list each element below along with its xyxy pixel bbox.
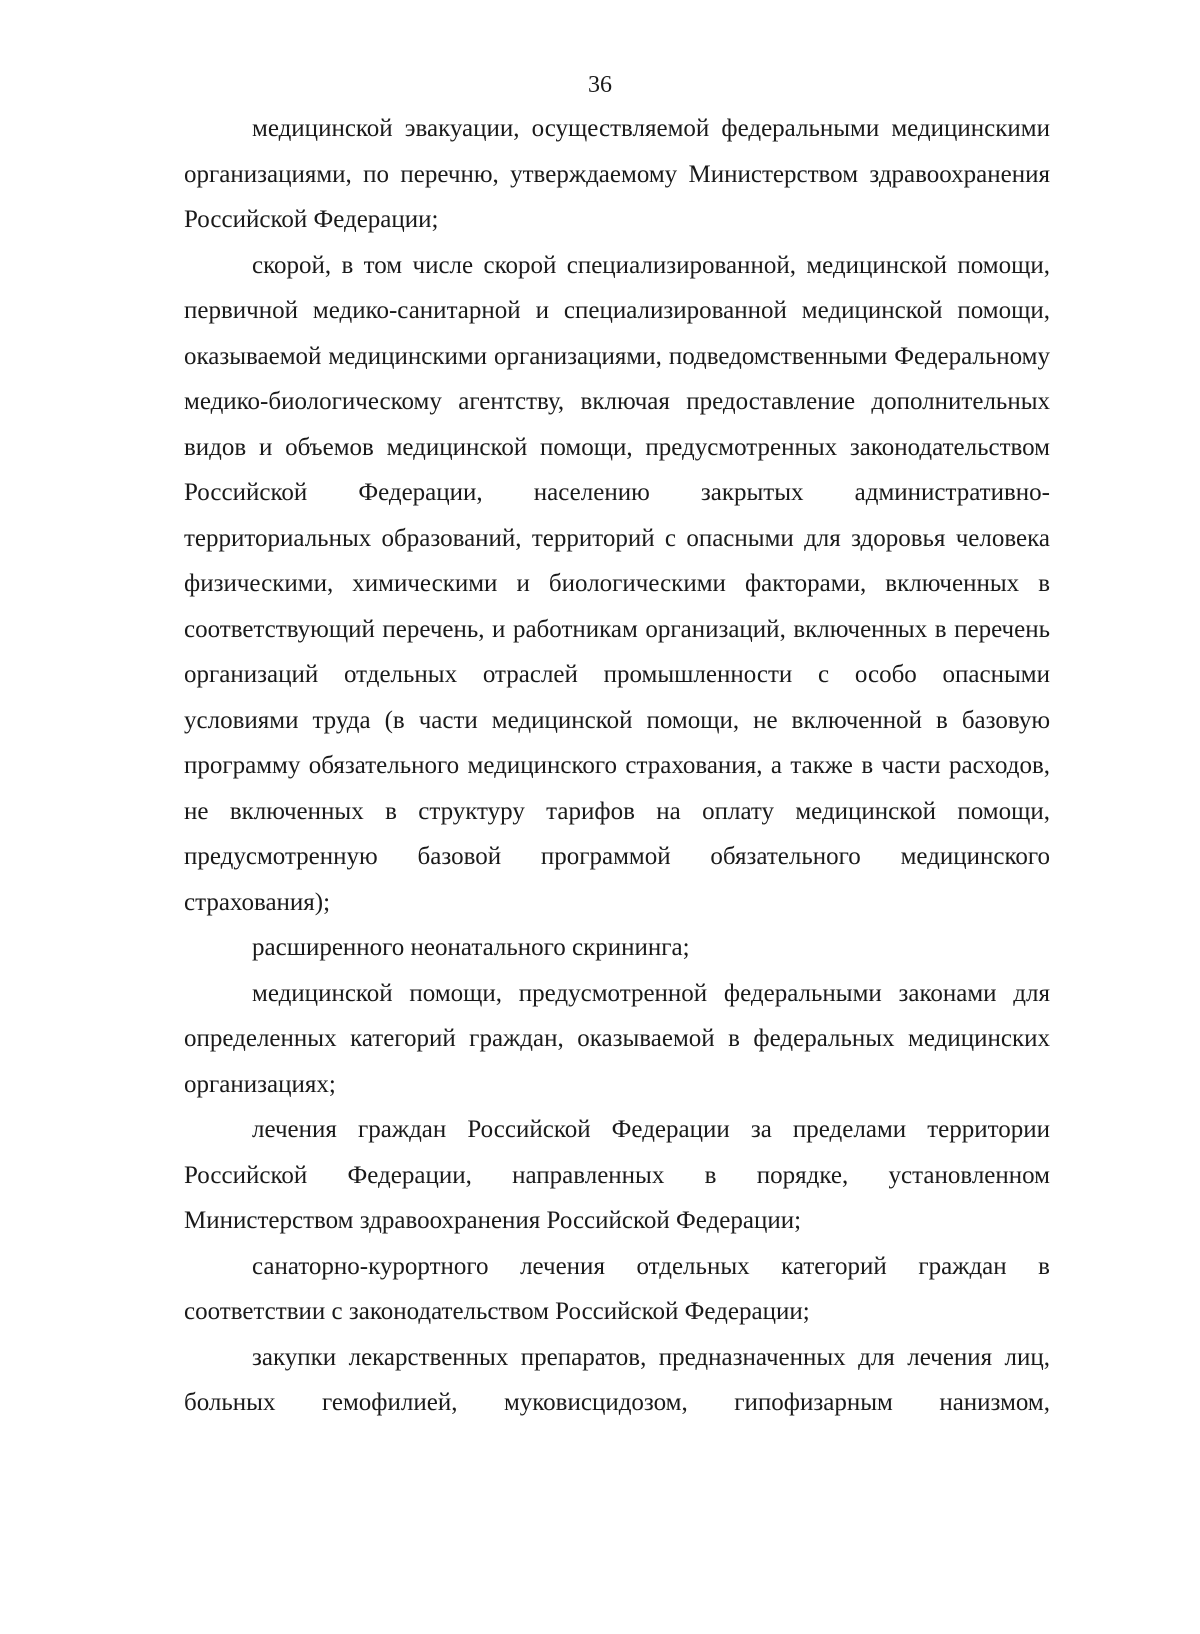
paragraph-treatment-abroad: лечения граждан Российской Федерации за пределами территории Российской Федерации, направленных в порядке, установленном Министерством здравоохранения Российской Федерации; <box>184 1116 1050 1234</box>
document-body <box>184 106 1050 1426</box>
paragraph-emergency-care: скорой, в том числе скорой специализированной, медицинской помощи, первичной медико-санитарной и специализированной медицинской помощи, оказываемой медицинскими организациями, подведомственными Федеральному медико-биологическому агентству, включая предоставление дополнительных видов и объемов медицинской помощи, предусмотренных законодательством Российской Федерации, населению закрытых административно-территориальных образований, территорий с опасными для здоровья человека физическими, химическими и биологическими факторами, включенных в соответствующий перечень, и работникам организаций, включенных в перечень организаций отдельных отраслей промышленности с особо опасными условиями труда (в части медицинской помощи, не включенной в базовую программу обязательного медицинского страхования, а также в части расходов, не включенных в структуру тарифов на оплату медицинской помощи, предусмотренную базовой программой обязательного медицинского страхования); <box>184 251 1050 916</box>
page-number: 36 <box>588 72 612 98</box>
paragraph-sanatorium-treatment: санаторно-курортного лечения отдельных категорий граждан в соответствии с законодательством Российской Федерации; <box>184 1252 1050 1325</box>
paragraph-federal-laws-care: медицинской помощи, предусмотренной федеральными законами для определенных категорий граждан, оказываемой в федеральных медицинских организациях; <box>184 979 1050 1098</box>
paragraph-neonatal-screening: расширенного неонатального скрининга; <box>252 934 690 961</box>
paragraph-medical-evacuation: медицинской эвакуации, осуществляемой федеральными медицинскими организациями, по перечню, утверждаемому Министерством здравоохранения Российской Федерации; <box>184 115 1050 233</box>
paragraph-drug-procurement: закупки лекарственных препаратов, предназначенных для лечения лиц, больных гемофилией, муковисцидозом, гипофизарным нанизмом, <box>184 1343 1050 1416</box>
